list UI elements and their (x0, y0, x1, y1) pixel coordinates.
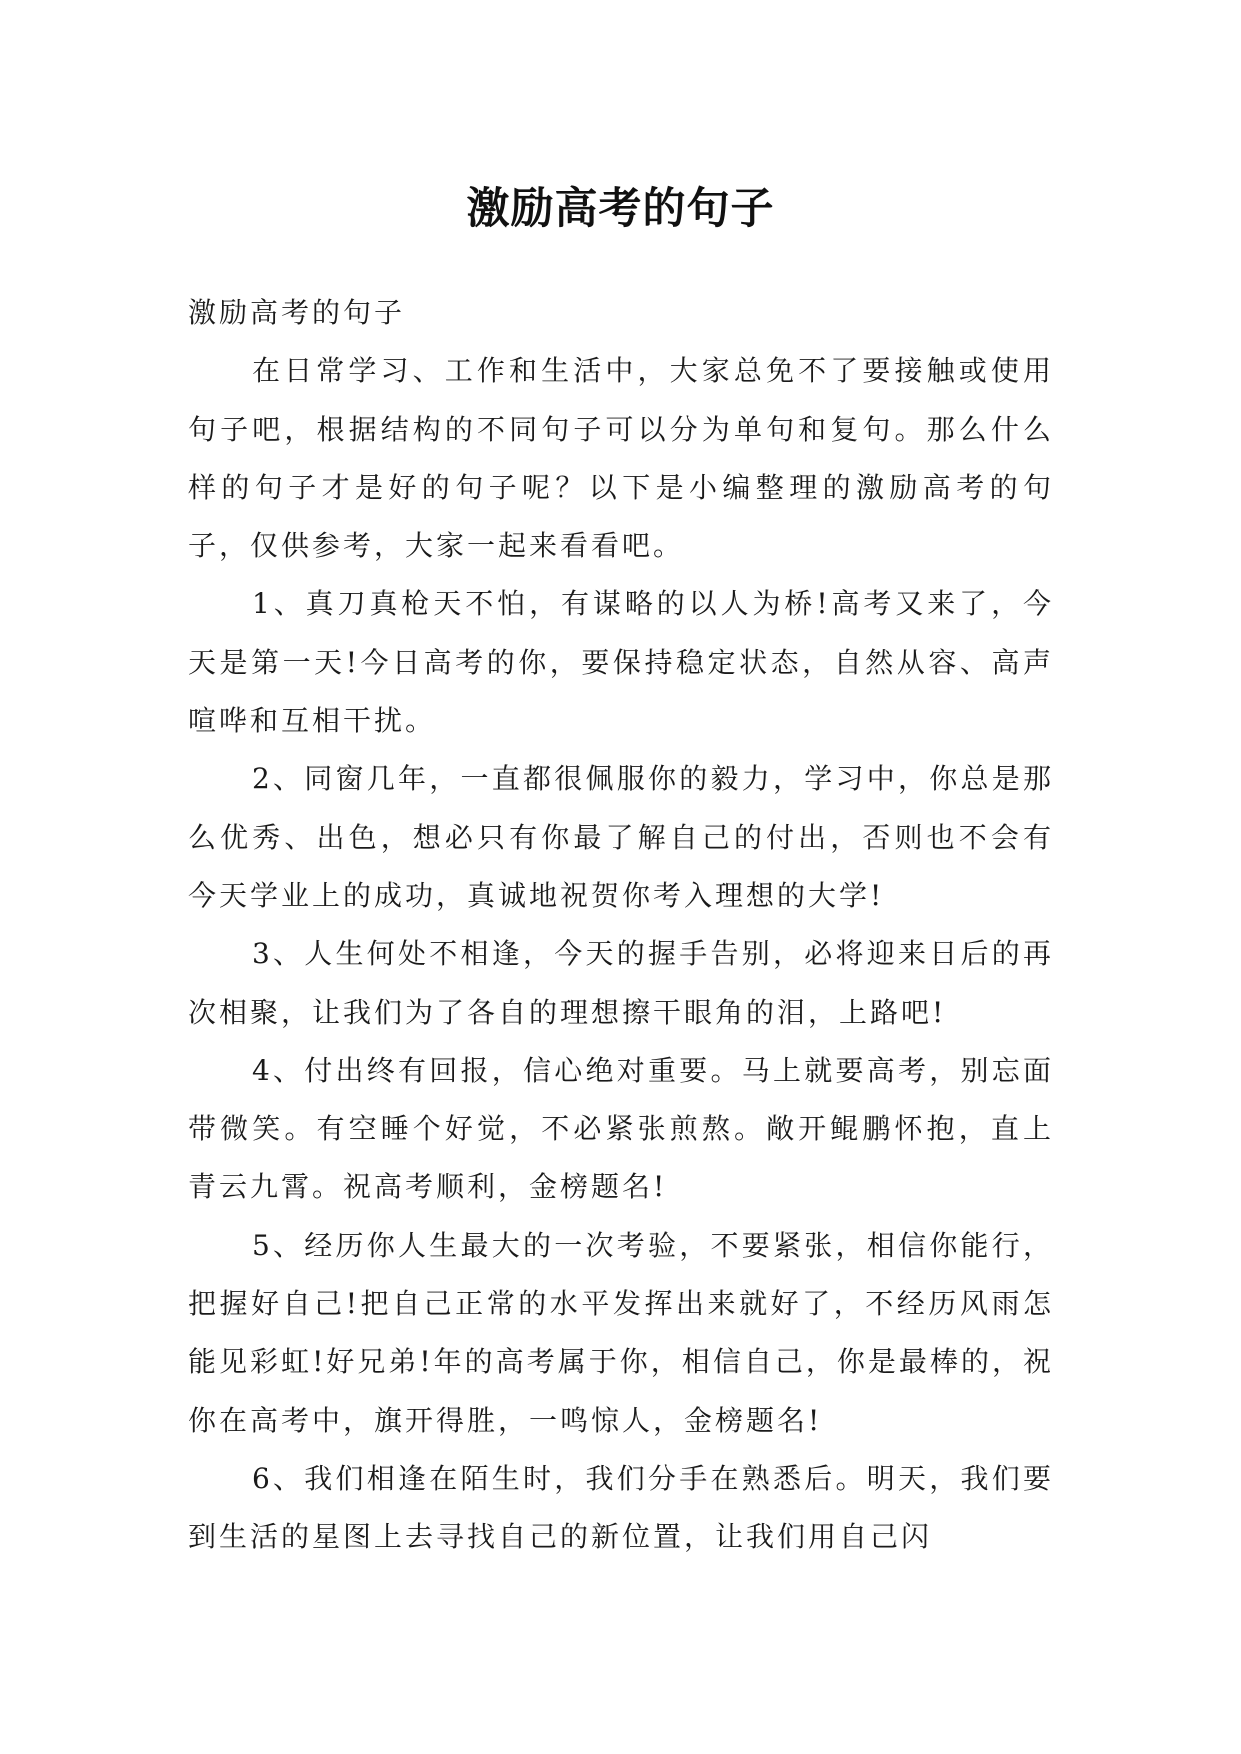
document-body (188, 284, 1054, 1567)
sentence-item-6: 6、我们相逢在陌生时，我们分手在熟悉后。明天，我们要到生活的星图上去寻找自己的新位置，让我们用自己闪 (188, 1461, 1054, 1554)
sentence-item-4: 4、付出终有回报，信心绝对重要。马上就要高考，别忘面带微笑。有空睡个好觉，不必紧张煎熬。敞开鲲鹏怀抱，直上青云九霄。祝高考顺利，金榜题名! (188, 1053, 1054, 1204)
sentence-item-5: 5、经历你人生最大的一次考验，不要紧张，相信你能行，把握好自己!把自己正常的水平发挥出来就好了，不经历风雨怎能见彩虹!好兄弟!年的高考属于你，相信自己，你是最棒的，祝你在高考中，旗开得胜，一鸣惊人，金榜题名! (188, 1228, 1054, 1437)
sentence-item-1: 1、真刀真枪天不怕，有谋略的以人为桥!高考又来了，今天是第一天!今日高考的你，要保持稳定状态，自然从容、高声喧哗和互相干扰。 (188, 587, 1054, 738)
body-heading: 激励高考的句子 (188, 296, 406, 329)
intro-paragraph: 在日常学习、工作和生活中，大家总免不了要接触或使用句子吧，根据结构的不同句子可以分为单句和复句。那么什么样的句子才是好的句子呢？以下是小编整理的激励高考的句子，仅供参考，大家一起来看看吧。 (188, 354, 1054, 563)
sentence-item-2: 2、同窗几年，一直都很佩服你的毅力，学习中，你总是那么优秀、出色，想必只有你最了解自己的付出，否则也不会有今天学业上的成功，真诚地祝贺你考入理想的大学! (188, 762, 1054, 912)
sentence-item-3: 3、人生何处不相逢，今天的握手告别，必将迎来日后的再次相聚，让我们为了各自的理想擦干眼角的泪，上路吧! (188, 937, 1054, 1029)
document-title: 激励高考的句子 (466, 183, 775, 234)
